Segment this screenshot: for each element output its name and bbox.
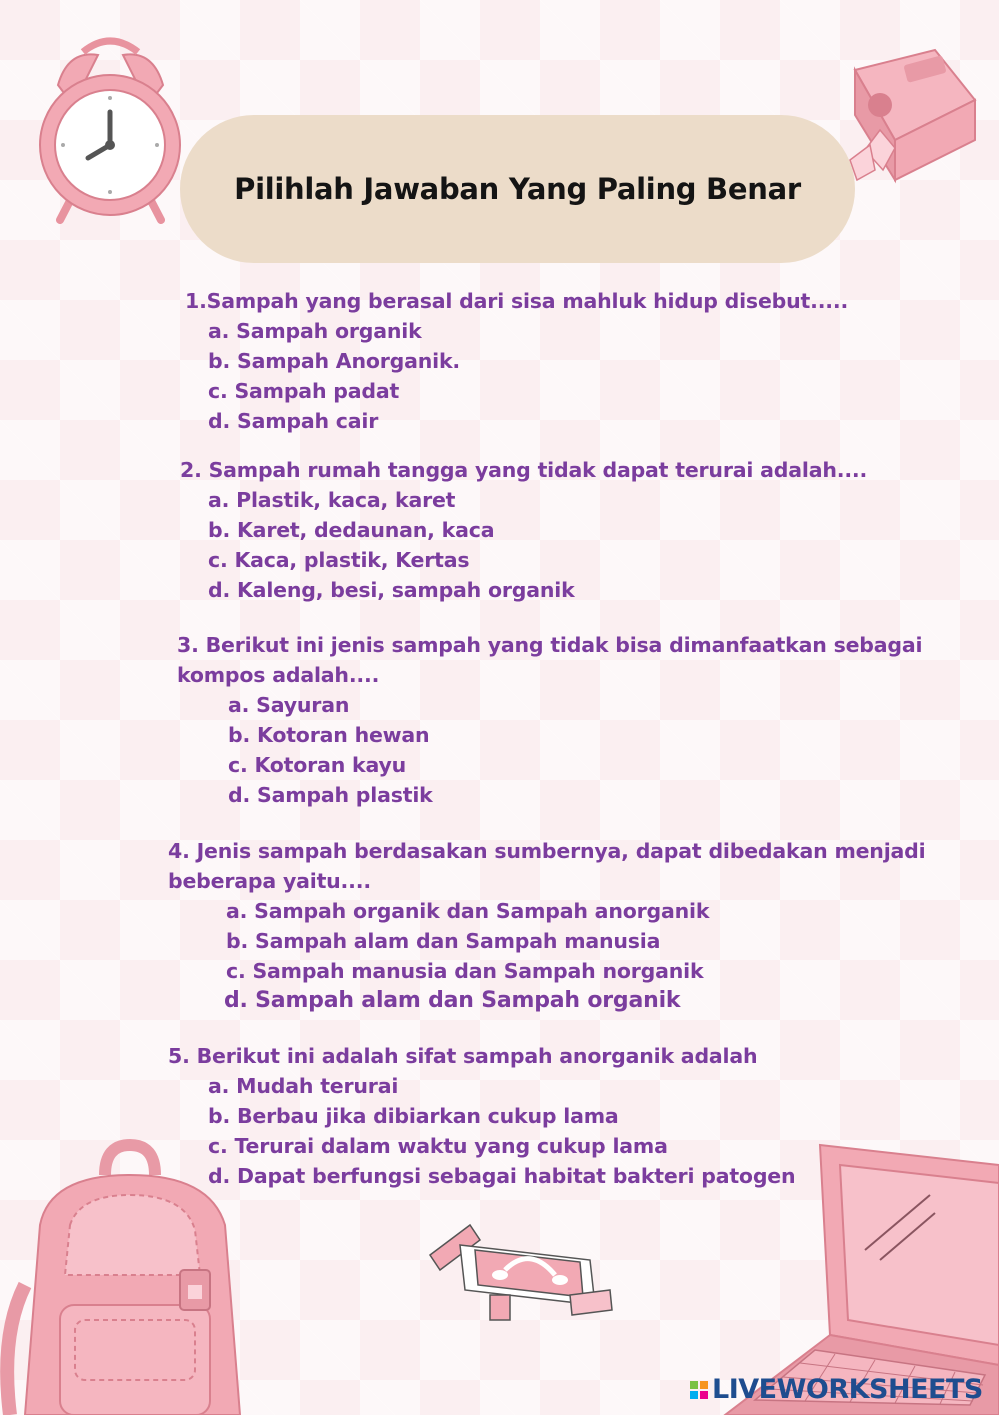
answer-option[interactable]: d. Sampah alam dan Sampah organik bbox=[224, 988, 681, 1013]
answer-option[interactable]: b. Sampah alam dan Sampah manusia bbox=[226, 929, 661, 953]
answer-option[interactable]: c. Sampah padat bbox=[208, 379, 400, 403]
sharpener-icon bbox=[835, 30, 985, 200]
question-3 bbox=[177, 630, 937, 810]
answer-option[interactable]: d. Sampah plastik bbox=[228, 783, 433, 807]
answer-option[interactable]: b. Kotoran hewan bbox=[228, 723, 430, 747]
answer-option[interactable]: b. Karet, dedaunan, kaca bbox=[208, 518, 495, 542]
question-5 bbox=[168, 1041, 795, 1191]
question-stem: 3. Berikut ini jenis sampah yang tidak bisa dimanfaatkan sebagai kompos adalah.... bbox=[177, 633, 923, 687]
answer-option[interactable]: c. Kotoran kayu bbox=[228, 753, 407, 777]
watermark-text: LIVEWORKSHEETS bbox=[712, 1374, 983, 1405]
answer-option[interactable]: a. Plastik, kaca, karet bbox=[208, 488, 456, 512]
answer-option[interactable]: a. Sampah organik bbox=[208, 319, 422, 343]
question-stem: 1.Sampah yang berasal dari sisa mahluk hidup disebut..... bbox=[185, 289, 849, 313]
liveworksheets-logo bbox=[690, 1374, 983, 1405]
backpack-icon bbox=[0, 1135, 260, 1415]
answer-option[interactable]: c. Terurai dalam waktu yang cukup lama bbox=[208, 1134, 668, 1158]
answer-option[interactable]: d. Kaleng, besi, sampah organik bbox=[208, 578, 575, 602]
answer-option[interactable]: a. Sampah organik dan Sampah anorganik bbox=[226, 899, 710, 923]
laptop-icon bbox=[715, 1135, 999, 1415]
question-stem: 5. Berikut ini adalah sifat sampah anorganik adalah bbox=[168, 1044, 758, 1068]
question-stem: 4. Jenis sampah berdasakan sumbernya, dapat dibedakan menjadi beberapa yaitu.... bbox=[168, 839, 926, 893]
answer-option[interactable]: a. Sayuran bbox=[228, 693, 350, 717]
answer-option[interactable]: b. Berbau jika dibiarkan cukup lama bbox=[208, 1104, 619, 1128]
answer-option[interactable]: b. Sampah Anorganik. bbox=[208, 349, 460, 373]
answer-option[interactable]: c. Kaca, plastik, Kertas bbox=[208, 548, 470, 572]
title-banner bbox=[180, 115, 855, 263]
answer-option[interactable]: a. Mudah terurai bbox=[208, 1074, 399, 1098]
question-1 bbox=[185, 286, 848, 436]
question-2 bbox=[180, 455, 867, 605]
answer-option[interactable]: d. Dapat berfungsi sebagai habitat bakteri patogen bbox=[208, 1164, 796, 1188]
pencil-case-icon bbox=[420, 1215, 620, 1335]
question-4 bbox=[168, 836, 938, 1016]
page-title: Pilihlah Jawaban Yang Paling Benar bbox=[234, 172, 801, 206]
answer-option[interactable]: d. Sampah cair bbox=[208, 409, 379, 433]
liveworksheets-mark-icon bbox=[690, 1381, 708, 1399]
answer-option[interactable]: c. Sampah manusia dan Sampah norganik bbox=[226, 959, 704, 983]
question-stem: 2. Sampah rumah tangga yang tidak dapat terurai adalah.... bbox=[180, 458, 868, 482]
alarm-clock-icon bbox=[28, 30, 193, 225]
